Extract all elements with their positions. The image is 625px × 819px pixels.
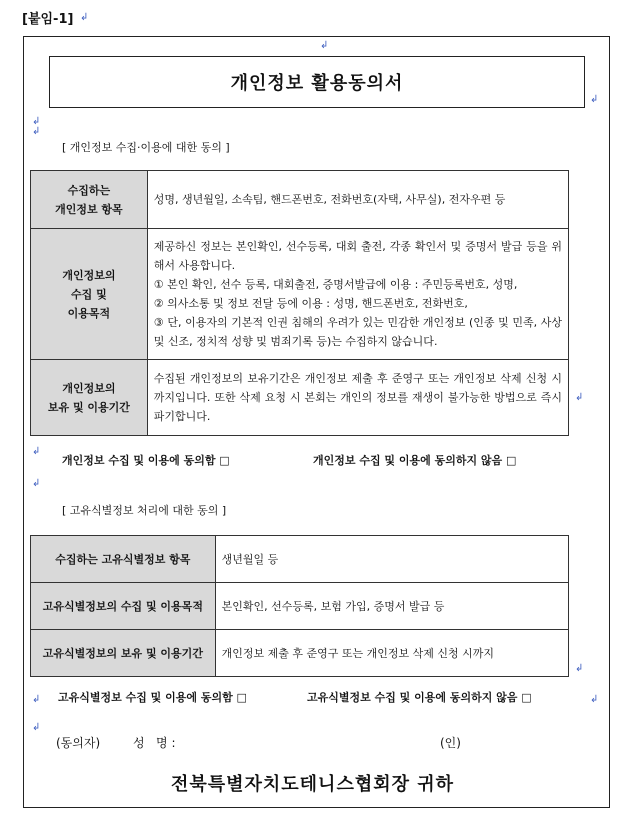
paragraph-mark-icon: ↲ — [32, 694, 41, 705]
attachment-label: [붙임-1] — [22, 12, 74, 27]
row-content: 수집된 개인정보의 보유기간은 개인정보 제출 후 준영구 또는 개인정보 삭제 신청 시까지입니다. 또한 삭제 요청 시 본회는 개인의 정보를 재생이 불가능한 방법으로 즉시 파기합니다. — [147, 360, 568, 436]
personal-info-table — [30, 170, 569, 436]
table-row — [31, 583, 569, 630]
name-label: 성 명 : — [133, 736, 176, 750]
personal-section-heading: [ 개인정보 수집·이용에 대한 동의 ] — [62, 141, 230, 154]
table-row — [31, 630, 569, 677]
purpose-item-2: ② 의사소통 및 정보 전달 등에 이용 : 성명, 핸드폰번호, 전화번호, — [153, 297, 468, 310]
paragraph-mark-icon: ↲ — [590, 694, 599, 705]
seal-label: (인) — [440, 736, 461, 750]
paragraph-mark-icon: ↲ — [590, 94, 599, 105]
personal-disagree-option[interactable]: 개인정보 수집 및 이용에 동의하지 않음 □ — [313, 454, 517, 467]
paragraph-mark-icon: ↲ — [32, 116, 41, 127]
purpose-intro: 제공하신 정보는 본인확인, 선수등록, 대회 출전, 각종 확인서 및 증명서 발급 등을 위해서 사용합니다. — [153, 240, 562, 272]
paragraph-mark-icon: ↲ — [32, 446, 41, 457]
row-content: 개인정보 제출 후 준영구 또는 개인정보 삭제 신청 시까지 — [215, 630, 568, 677]
label-line: 개인정보의 — [62, 381, 116, 395]
label-line: 개인정보 항목 — [55, 202, 123, 216]
consenter-label: (동의자) — [56, 736, 101, 750]
paragraph-mark-icon: ↲ — [32, 722, 41, 733]
unique-section-heading: [ 고유식별정보 처리에 대한 동의 ] — [62, 504, 227, 517]
row-label — [31, 360, 148, 436]
unique-disagree-option[interactable]: 고유식별정보 수집 및 이용에 동의하지 않음 □ — [307, 691, 532, 704]
table-row — [31, 536, 569, 583]
unique-info-table — [30, 535, 569, 677]
paragraph-mark-icon: ↲ — [80, 12, 89, 23]
footer-addressee: 전북특별자치도테니스협회장 귀하 — [170, 774, 455, 795]
personal-agree-option[interactable]: 개인정보 수집 및 이용에 동의함 □ — [62, 454, 230, 467]
label-line: 보유 및 이용기간 — [47, 400, 130, 414]
row-label — [31, 171, 148, 229]
unique-agree-option[interactable]: 고유식별정보 수집 및 이용에 동의함 □ — [58, 691, 247, 704]
paragraph-mark-icon: ↲ — [575, 663, 584, 674]
row-content: 성명, 생년월일, 소속팀, 핸드폰번호, 전화번호(자택, 사무실), 전자우편 등 — [147, 171, 568, 229]
label-line: 이용목적 — [67, 306, 111, 320]
row-label: 수집하는 고유식별정보 항목 — [31, 536, 216, 583]
row-label: 고유식별정보의 보유 및 이용기간 — [31, 630, 216, 677]
row-content: 생년월일 등 — [215, 536, 568, 583]
row-label: 고유식별정보의 수집 및 이용목적 — [31, 583, 216, 630]
paragraph-mark-icon: ↲ — [32, 478, 41, 489]
row-content — [147, 229, 568, 360]
document-title: 개인정보 활용동의서 — [230, 73, 404, 94]
table-row — [31, 360, 569, 436]
label-line: 개인정보의 — [62, 268, 116, 282]
paragraph-mark-icon: ↲ — [320, 40, 329, 51]
label-line: 수집 및 — [71, 287, 107, 301]
purpose-item-3: ③ 단, 이용자의 기본적 인권 침해의 우려가 있는 민감한 개인정보 (인종 및 민족, 사상 및 신조, 정치적 성향 및 범죄기록 등)는 수집하지 않습니다. — [153, 316, 562, 348]
paragraph-mark-icon: ↲ — [575, 392, 584, 403]
row-content: 본인확인, 선수등록, 보험 가입, 증명서 발급 등 — [215, 583, 568, 630]
document-title-box — [49, 56, 585, 108]
row-label — [31, 229, 148, 360]
label-line: 수집하는 — [67, 183, 111, 197]
paragraph-mark-icon: ↲ — [32, 126, 41, 137]
purpose-item-1: ① 본인 확인, 선수 등록, 대회출전, 증명서발급에 이용 : 주민등록번호, 성명, — [153, 278, 518, 291]
table-row — [31, 171, 569, 229]
table-row — [31, 229, 569, 360]
